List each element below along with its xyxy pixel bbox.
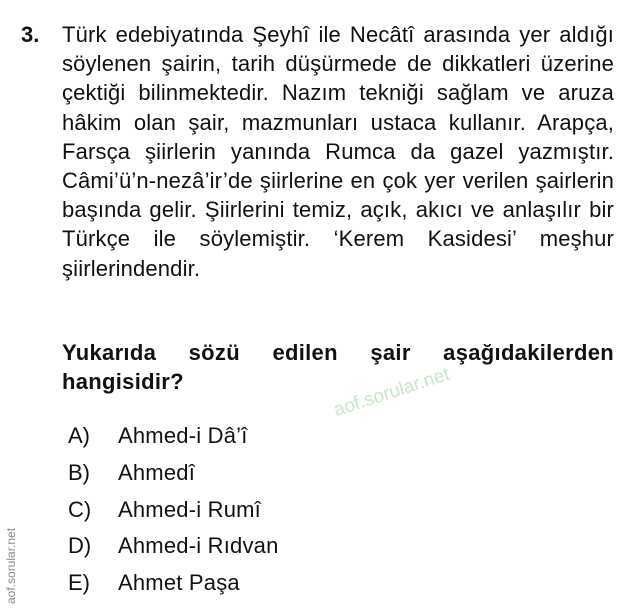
option-letter: B) [68, 460, 90, 486]
watermark-diagonal: aof.sorular.net [331, 363, 453, 422]
option-text: Ahmed-i Rıdvan [118, 533, 279, 559]
option-e[interactable] [68, 565, 279, 602]
option-text: Ahmedî [118, 460, 196, 486]
option-a[interactable] [68, 418, 279, 455]
option-text: Ahmed-i Rumî [118, 496, 261, 522]
option-c[interactable] [68, 491, 279, 528]
watermark-vertical: aof.sorular.net [4, 527, 18, 604]
option-text: Ahmet Paşa [118, 570, 240, 596]
question-body: Türk edebiyatında Şeyhî ile Necâtî arasında yer aldığı söylenen şairin, tarih düşürmede de dikkatleri üzerine çektiği bilinmektedir. Nazım tekniği sağlam ve aruza hâkim olan şair, mazmunları ustaca kullanır. Arapça, Farsça şiirlerin yanında Rumca da gazel yazmıştır. Câmi’ü’n-nezâ’ir’de şiirlerine en çok yer verilen şairlerin başında gelir. Şiirlerini temiz, açık, akıcı ve anlaşılır bir Türkçe ile söylemiştir. ‘Kerem Kasidesi’ meşhur şiirlerindendir. [62, 22, 614, 281]
option-text: Ahmed-i Dâ’î [118, 423, 248, 449]
option-letter: C) [68, 496, 92, 522]
question-prompt: Yukarıda sözü edilen şair aşağıdakilerden hangisidir? [62, 340, 614, 394]
option-letter: E) [68, 570, 90, 596]
option-d[interactable] [68, 528, 279, 565]
question-number: 3. [21, 22, 40, 47]
option-b[interactable] [68, 455, 279, 492]
answer-options [68, 418, 279, 601]
option-letter: D) [68, 533, 92, 559]
option-letter: A) [68, 423, 90, 449]
